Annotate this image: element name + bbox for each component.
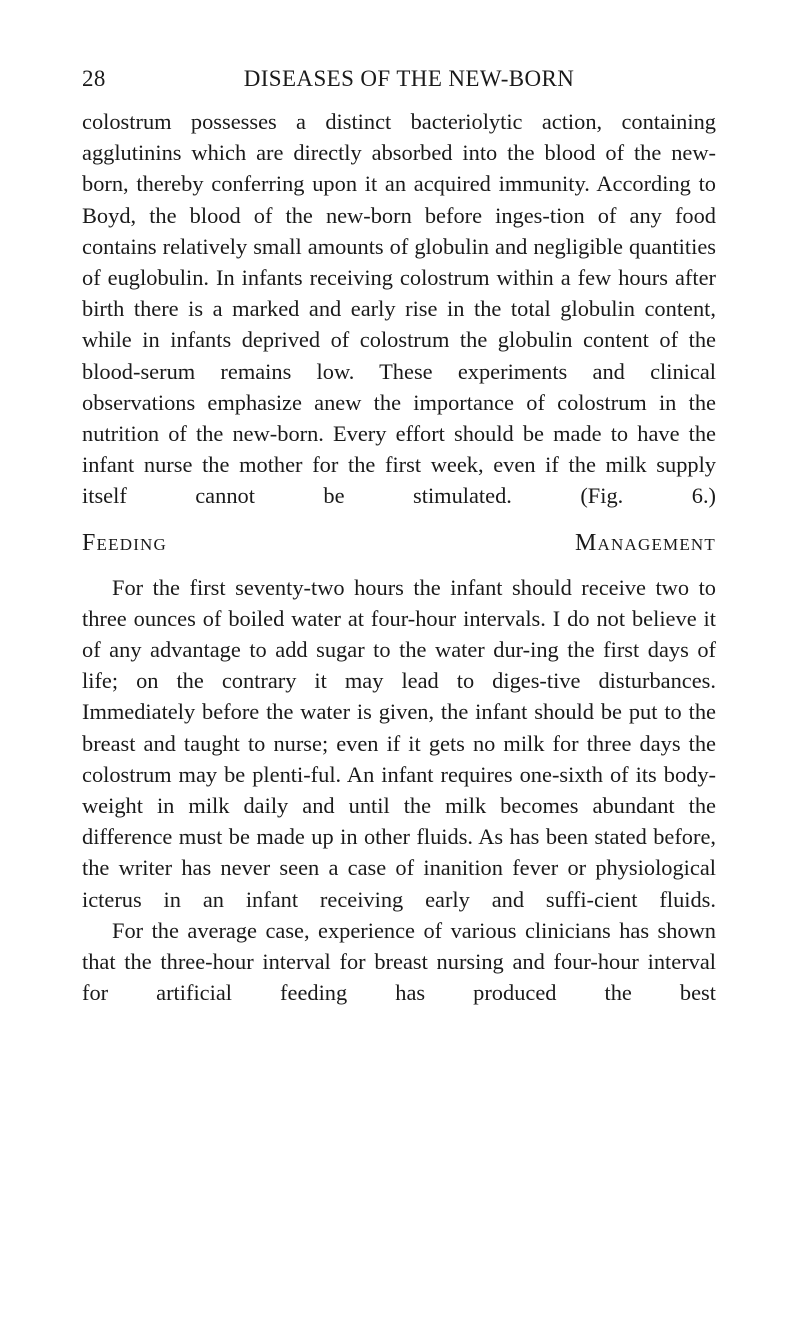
running-title: DISEASES OF THE NEW-BORN [243,66,575,91]
body-text [82,106,716,1008]
running-head [82,66,716,98]
page-number: 28 [82,66,106,91]
paragraph-colostrum: colostrum possesses a distinct bacteriolytic action, containing agglutinins which are directly absorbed into the blood of the new-born, thereby conferring upon it an acquired immunity. According to Boyd, the blood of the new-born before inges-tion of any food contains relatively small amounts of globulin and negligible quantities of euglobulin. In infants receiving colostrum within a few hours after birth there is a marked and early rise in the total globulin content, while in infants deprived of colostrum the globulin content of the blood-serum remains low. These experiments and clinical observations emphasize anew the importance of colostrum in the nutrition of the new-born. Every effort should be made to have the infant nurse the mother for the first week, even if the milk supply itself cannot be stimulated. (Fig. 6.) [82,109,716,509]
book-page [82,66,716,1008]
section-heading: Feeding Management [82,529,716,556]
paragraph-average-case: For the average case, experience of various clinicians has shown that the three-hour interval for breast nursing and four-hour interval for artificial feeding has produced the best [82,917,716,1006]
paragraph-feeding-first-hours: For the first seventy-two hours the infant should receive two to three ounces of boiled water at four-hour intervals. I do not believe it of any advantage to add sugar to the water dur-ing the first days of life; on the contrary it may lead to diges-tive disturbances. Immediately before the water is given, the infant should be put to the breast and taught to nurse; even if it gets no milk for three days the colostrum may be plenti-ful. An infant requires one-sixth of its body-weight in milk daily and until the milk becomes abundant the difference must be made up in other fluids. As has been stated before, the writer has never seen a case of inanition fever or physiological icterus in an infant receiving early and suffi-cient fluids. [82,574,716,912]
